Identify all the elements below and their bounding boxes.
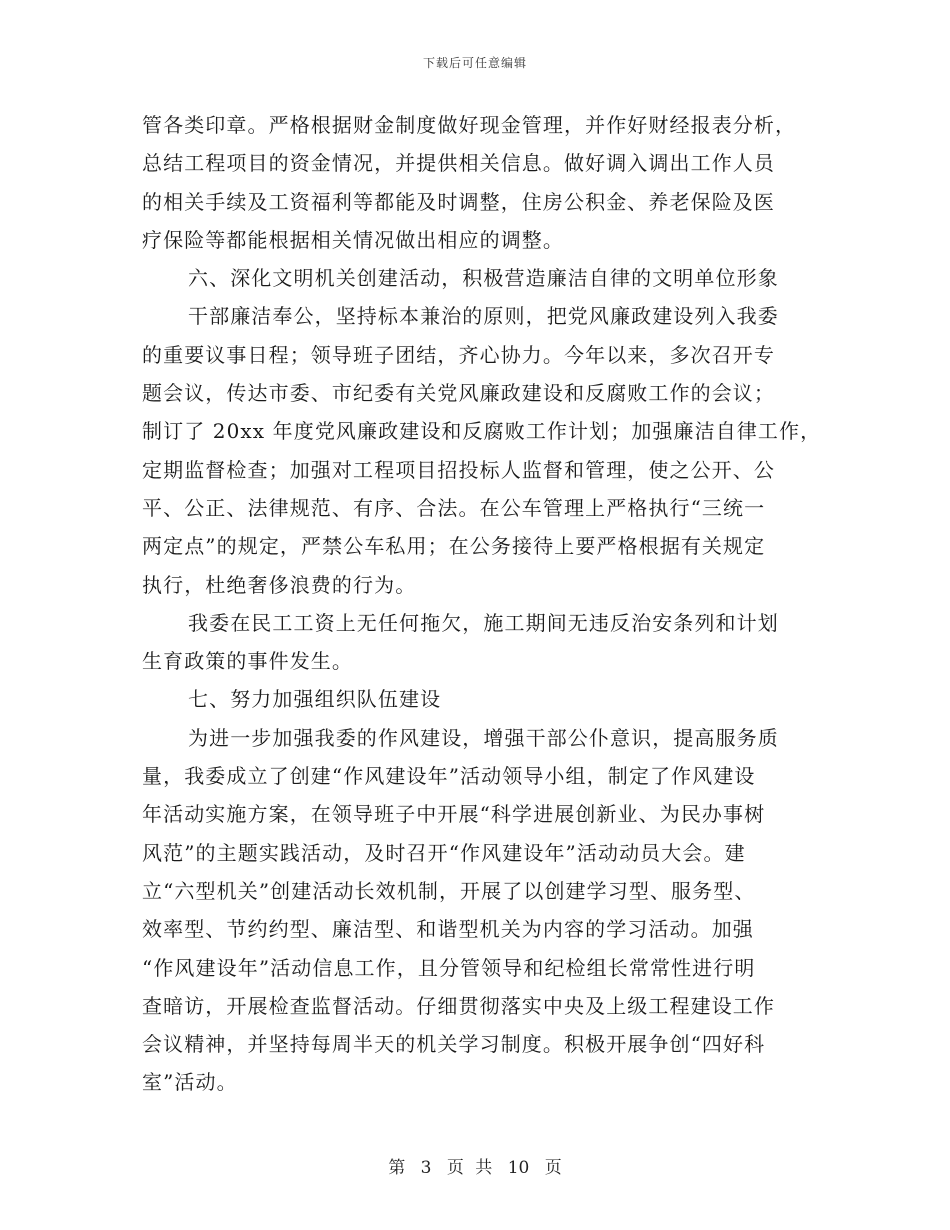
- text-line: 总结工程项目的资金情况，并提供相关信息。做好调入调出工作人员: [142, 151, 775, 176]
- text-line: 平、公正、法律规范、有序、合法。在公车管理上严格执行“三统一: [142, 495, 766, 520]
- text-line: “作风建设年”活动信息工作，且分管领导和纪检组长常常性进行明: [142, 955, 756, 980]
- text-line: 年活动实施方案，在领导班子中开展“科学进展创新业、为民办事树: [142, 802, 766, 827]
- page-number-suffix: 页: [544, 1158, 562, 1178]
- text-line: 制订了 20xx 年度党风廉政建设和反腐败工作计划；加强廉洁自律工作，: [142, 419, 822, 444]
- text-line: 效率型、节约约型、廉洁型、和谐型机关为内容的学习活动。加强: [142, 917, 754, 942]
- text-line: 会议精神，并坚持每周半天的机关学习制度。积极开展争创“四好科: [142, 1032, 766, 1057]
- text-line: 管各类印章。严格根据财金制度做好现金管理，并作好财经报表分析，: [142, 113, 797, 137]
- page-number-total: 10: [507, 1158, 530, 1178]
- page-header-note: 下载后可任意编辑: [422, 56, 527, 70]
- text-line: 的重要议事日程；领导班子团结，齐心协力。今年以来，多次召开专: [142, 342, 775, 367]
- text-line: 量，我委成立了创建“作风建设年”活动领导小组，制定了作风建设: [142, 764, 756, 789]
- section-heading-6: 六、深化文明机关创建活动，积极营造廉洁自律的文明单位形象: [188, 266, 779, 291]
- page-number-middle: 页 共: [446, 1158, 493, 1178]
- page-number: [0, 1153, 950, 1178]
- paragraph-start: 我委在民工工资上无任何拖欠，施工期间无违反治安条列和计划: [188, 610, 779, 635]
- text-line: 查暗访，开展检查监督活动。仔细贯彻落实中央及上级工程建设工作: [142, 993, 775, 1018]
- text-line: 的相关手续及工资福利等都能及时调整，住房公积金、养老保险及医: [142, 189, 775, 214]
- text-line: 两定点”的规定，严禁公车私用；在公务接待上要严格根据有关规定: [142, 534, 766, 559]
- document-body: [142, 106, 822, 1102]
- page-number-prefix: 第: [388, 1158, 406, 1178]
- page-number-current: 3: [420, 1158, 432, 1178]
- text-line: 执行，杜绝奢侈浪费的行为。: [142, 572, 417, 597]
- text-line: 室”活动。: [142, 1070, 238, 1095]
- text-line: 生育政策的事件发生。: [142, 649, 353, 674]
- text-line: 立“六型机关”创建活动长效机制，开展了以创建学习型、服务型、: [142, 878, 756, 903]
- section-heading-7: 七、努力加强组织队伍建设: [188, 687, 442, 712]
- text-line: 定期监督检查；加强对工程项目招投标人监督和管理，使之公开、公: [142, 457, 775, 482]
- paragraph-start: 干部廉洁奉公，坚持标本兼治的原则，把党风廉政建设列入我委: [188, 304, 779, 329]
- text-line: 疗保险等都能根据相关情况做出相应的调整。: [142, 227, 564, 252]
- paragraph-start: 为进一步加强我委的作风建设，增强干部公仆意识，提高服务质: [188, 725, 779, 750]
- text-line: 题会议，传达市委、市纪委有关党风廉政建设和反腐败工作的会议；: [142, 381, 775, 406]
- text-line: 风范”的主题实践活动，及时召开“作风建设年”活动动员大会。建: [142, 840, 746, 865]
